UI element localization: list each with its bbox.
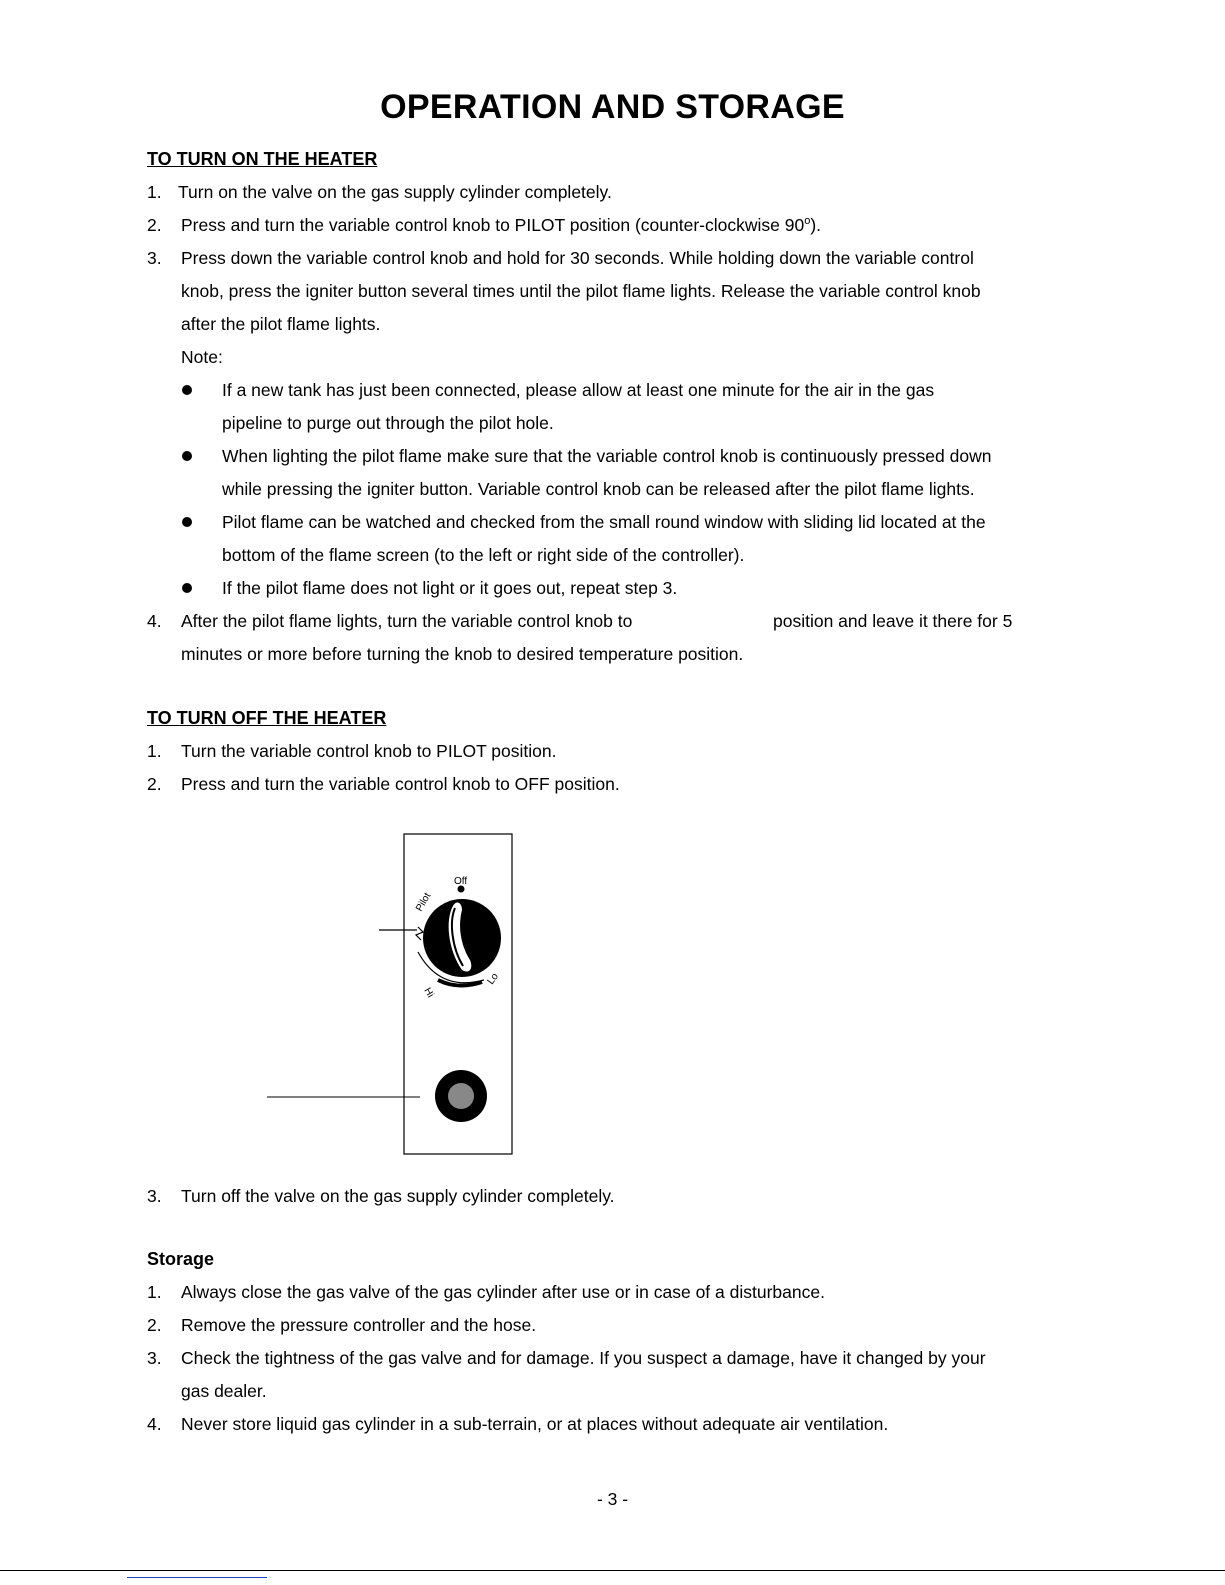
page-number: - 3 - — [596, 1489, 629, 1509]
step-number: 3. — [147, 1348, 162, 1368]
turn-on-step-3-line-2: knob, press the igniter button several times until the pilot flame lights. Release the variable control knob — [181, 281, 981, 301]
turn-off-heading: TO TURN OFF THE HEATER — [147, 708, 387, 728]
turn-on-step-3-line-1: Press down the variable control knob and hold for 30 seconds. While holding down the variable control — [181, 248, 974, 268]
note-1-line-1: If a new tank has just been connected, please allow at least one minute for the air in the gas — [222, 380, 935, 400]
storage-step-1: Always close the gas valve of the gas cylinder after use or in case of a disturbance. — [181, 1282, 825, 1302]
note-label: Note: — [181, 347, 223, 367]
flame-icon — [416, 927, 423, 940]
step-number: 2. — [147, 215, 162, 235]
storage-step-4: Never store liquid gas cylinder in a sub-terrain, or at places without adequate air ventilation. — [181, 1414, 889, 1434]
turn-off-step-1: Turn the variable control knob to PILOT position. — [181, 741, 557, 761]
turn-off-step-3: Turn off the valve on the gas supply cylinder completely. — [181, 1186, 615, 1206]
step-number: 1. — [147, 1282, 162, 1302]
note-3-line-1: Pilot flame can be watched and checked from the small round window with sliding lid located at the — [222, 512, 986, 532]
note-3-line-2: bottom of the flame screen (to the left or right side of the controller). — [222, 545, 745, 565]
step-number: 4. — [147, 1414, 162, 1434]
turn-on-heading: TO TURN ON THE HEATER — [147, 149, 378, 169]
turn-on-step-4-line-1a: After the pilot flame lights, turn the variable control knob to — [181, 611, 633, 631]
step-number: 3. — [147, 1186, 162, 1206]
hi-label: Hi — [421, 986, 436, 1000]
storage-step-3-line-1: Check the tightness of the gas valve and for damage. If you suspect a damage, have it changed by your — [181, 1348, 986, 1368]
footer-link-underline — [127, 1577, 267, 1578]
turn-on-step-4-line-1b: position and leave it there for 5 — [773, 611, 1013, 631]
note-1-line-2: pipeline to purge out through the pilot hole. — [222, 413, 554, 433]
step-number: 2. — [147, 1315, 162, 1335]
igniter-button-center — [448, 1083, 474, 1109]
step-number: 1. — [147, 182, 162, 202]
pilot-label: Pilot — [414, 891, 434, 914]
storage-heading: Storage — [147, 1249, 215, 1269]
turn-on-step-2-text-b: ). — [810, 215, 822, 235]
storage-step-3-line-2: gas dealer. — [181, 1381, 267, 1401]
degree-symbol: o — [804, 215, 811, 228]
off-label: Off — [454, 876, 468, 887]
page-title: OPERATION AND STORAGE — [380, 88, 845, 126]
storage-step-2: Remove the pressure controller and the hose. — [181, 1315, 537, 1335]
turn-on-step-4-line-2: minutes or more before turning the knob to desired temperature position. — [181, 644, 744, 664]
footer-rule — [0, 1570, 1225, 1571]
turn-on-step-1: Turn on the valve on the gas supply cylinder completely. — [178, 182, 612, 202]
step-number: 1. — [147, 741, 162, 761]
turn-on-step-3-line-3: after the pilot flame lights. — [181, 314, 381, 334]
step-number: 3. — [147, 248, 162, 268]
step-number: 2. — [147, 774, 162, 794]
step-number: 4. — [147, 611, 162, 631]
note-2-line-1: When lighting the pilot flame make sure that the variable control knob is continuously pressed down — [222, 446, 992, 466]
note-4-line-1: If the pilot flame does not light or it goes out, repeat step 3. — [222, 578, 678, 598]
turn-on-step-2-text-a: Press and turn the variable control knob to PILOT position (counter-clockwise 90 — [181, 215, 805, 235]
lo-label: Lo — [485, 971, 501, 987]
turn-off-step-2: Press and turn the variable control knob to OFF position. — [181, 774, 620, 794]
note-2-line-2: while pressing the igniter button. Variable control knob can be released after the pilot flame lights. — [222, 479, 975, 499]
